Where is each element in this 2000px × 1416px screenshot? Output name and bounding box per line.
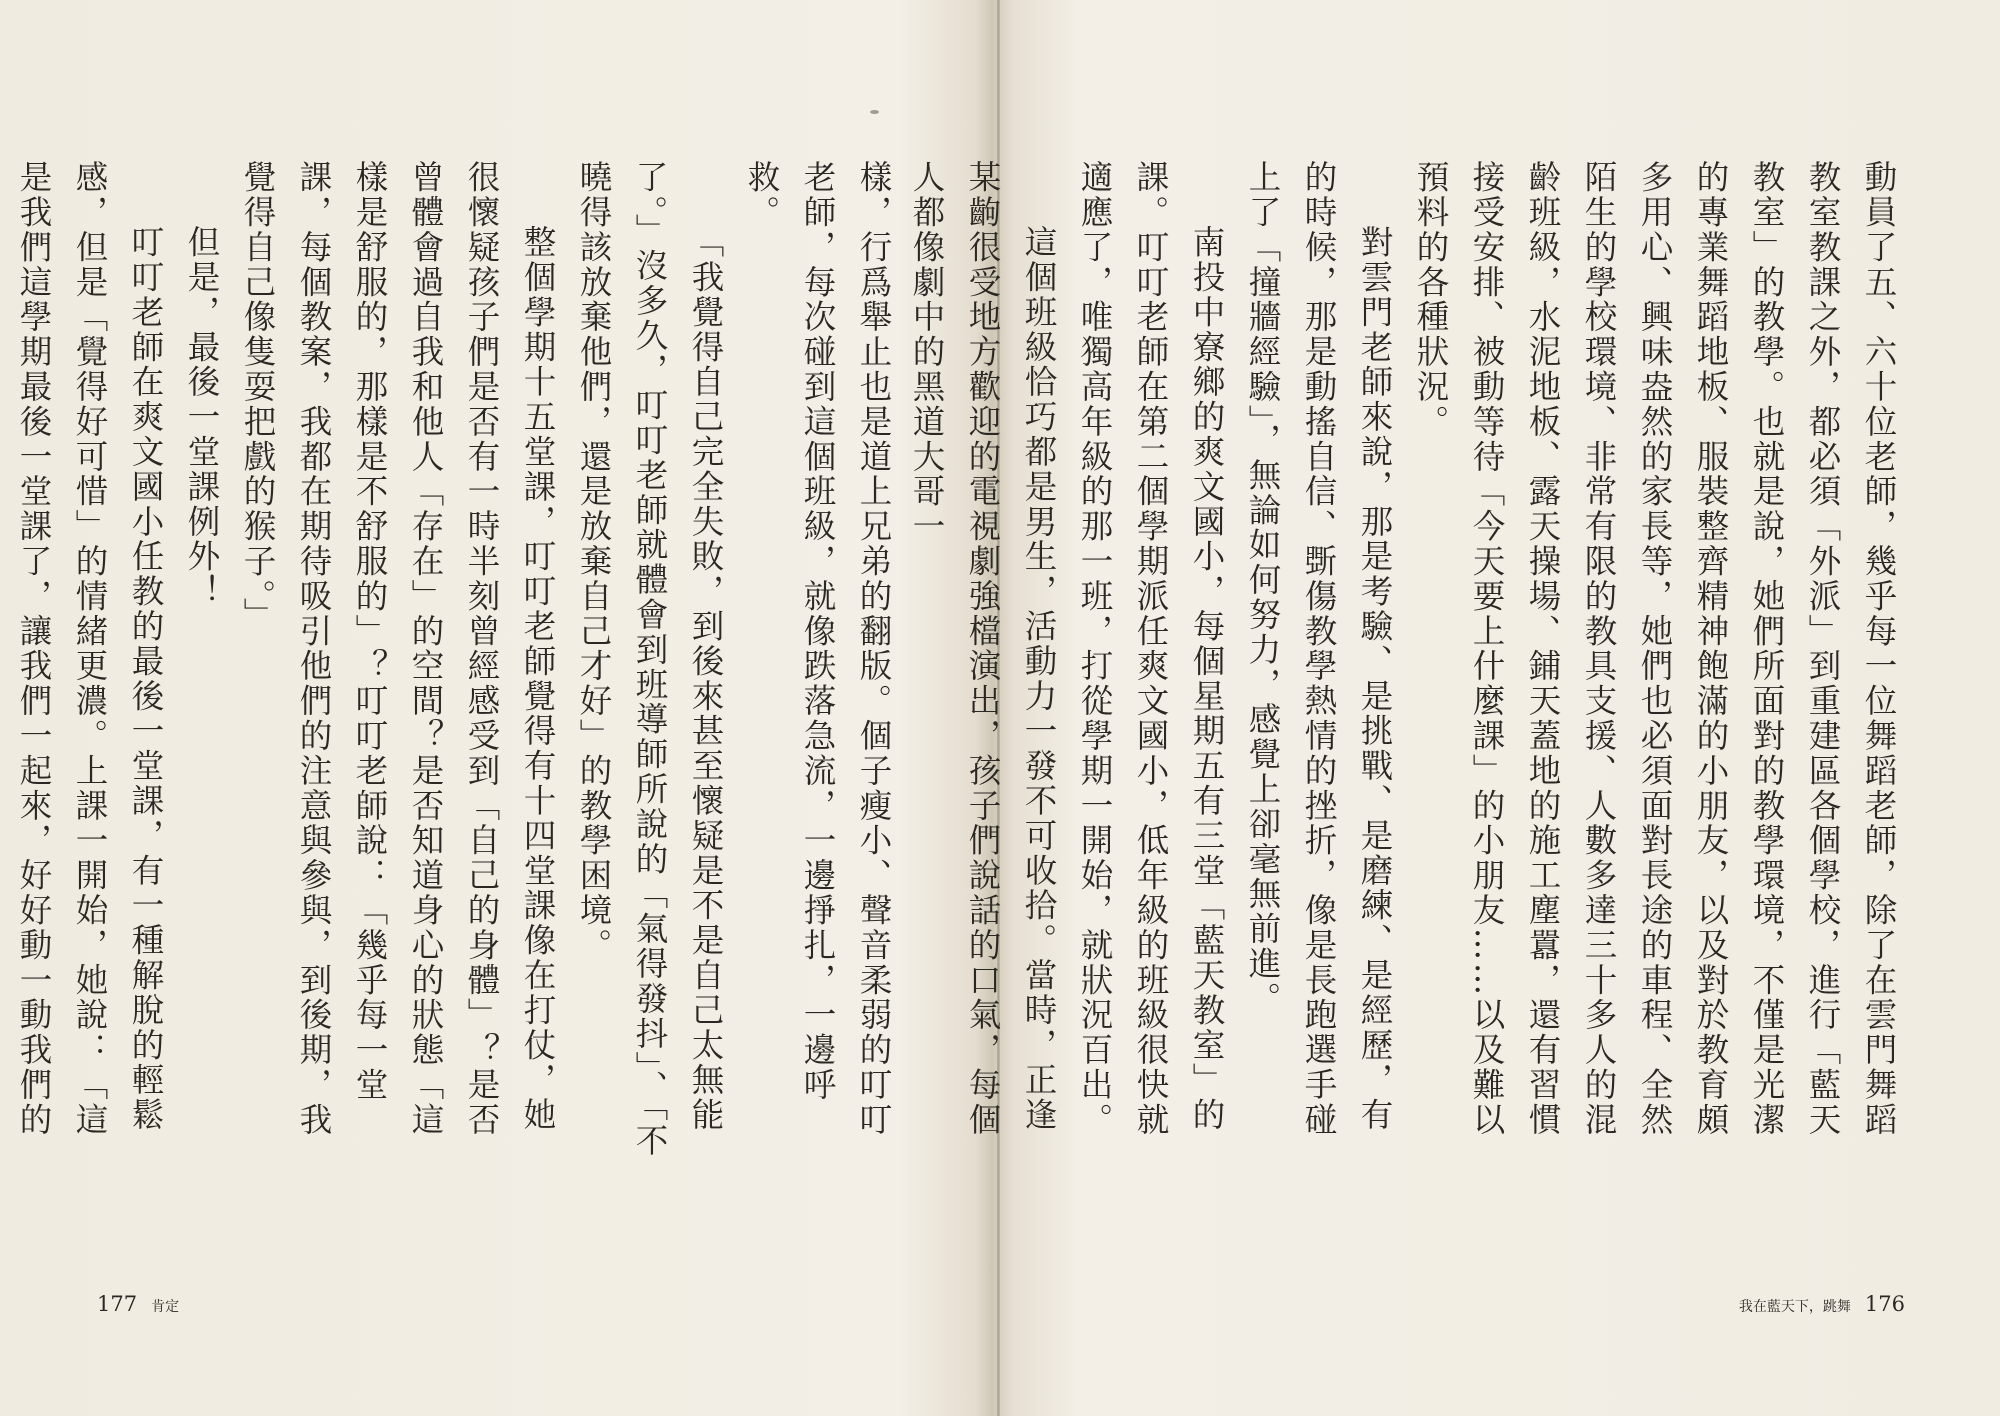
- paper-speck: [870, 110, 879, 114]
- left-page-footer: [97, 1292, 187, 1316]
- page-number: 176: [1864, 1292, 1905, 1316]
- right-page-body: [908, 160, 1907, 1160]
- paragraph: 「我覺得自己完全失敗，到後來甚至懷疑是不是自己太無能了。」沒多久，叮叮老師就體會到班導師所說的「氣得發抖」、「不曉得該放棄他們，還是放棄自己才好」的教學困境。: [575, 160, 725, 1159]
- left-page: [0, 0, 995, 1416]
- paragraph: 但是，最後一堂課例外！: [183, 225, 221, 609]
- paragraph: 整個學期十五堂課，叮叮老師覺得有十四堂課像在打仗，她很懷疑孩子們是否有一時半刻曾經感受到「自己的身體」？是否曾體會過自我和他人「存在」的空間？是否知道身心的狀態「這樣是舒服的，那樣是不舒服的」？叮叮老師說：「幾乎每一堂課，每個教案，我都在期待吸引他們的注意與參與，到後期，我覺得自己像隻耍把戲的猴子。」: [239, 160, 557, 1138]
- running-title: 我在藍天下，跳舞: [1738, 1299, 1851, 1315]
- paragraph: 動員了五、六十位老師，幾乎每一位舞蹈老師，除了在雲門舞蹈教室教課之外，都必須「外派」到重建區各個學校，進行「藍天教室」的教學。也就是說，她們所面對的教學環境，不僅是光潔的專業舞蹈地板、服裝整齊精神飽滿的小朋友，以及對於教育頗多用心、興味盎然的家長等，她們也必須面對長途的車程、全然陌生的學校環境、非常有限的教具支援、人數多達三十多人的混齡班級，水泥地板、露天操場、鋪天蓋地的施工塵囂，還有習慣接受安排、被動等待「今天要上什麼課」的小朋友……以及難以預料的各種狀況。: [1412, 160, 1898, 1138]
- paragraph: 樣，行爲舉止也是道上兄弟的翻版。個子瘦小、聲音柔弱的叮叮老師，每次碰到這個班級，就像跌落急流，一邊掙扎，一邊呼救。: [743, 160, 893, 1138]
- right-page: [908, 0, 2000, 1416]
- left-page-body: [15, 160, 902, 1160]
- paragraph: 南投中寮鄉的爽文國小，每個星期五有三堂「藍天教室」的課。叮叮老師在第二個學期派任爽文國小，低年級的班級很快就適應了，唯獨高年級的那一班，打從學期一開始，就狀況百出。: [1076, 160, 1226, 1138]
- paragraph: 這個班級恰巧都是男生，活動力一發不可收拾。當時，正逢某齣很受地方歡迎的電視劇強檔演出，孩子們說話的口氣，每個人都像劇中的黑道大哥一: [908, 160, 1058, 1138]
- paragraph: 對雲門老師來說，那是考驗、是挑戰、是磨練、是經歷，有的時候，那是動搖自信、斲傷教學熱情的挫折，像是長跑選手碰上了「撞牆經驗」，無論如何努力，感覺上卻毫無前進。: [1244, 160, 1394, 1138]
- paragraph: 叮叮老師在爽文國小任教的最後一堂課，有一種解脫的輕鬆感，但是「覺得好可惜」的情緒更濃。上課一開始，她說：「這是我們這學期最後一堂課了，讓我們一起來，好好動一動我們的: [15, 160, 165, 1138]
- running-title: 肯定: [151, 1299, 180, 1315]
- page-number: 177: [97, 1292, 138, 1316]
- right-page-footer: [1731, 1292, 1905, 1316]
